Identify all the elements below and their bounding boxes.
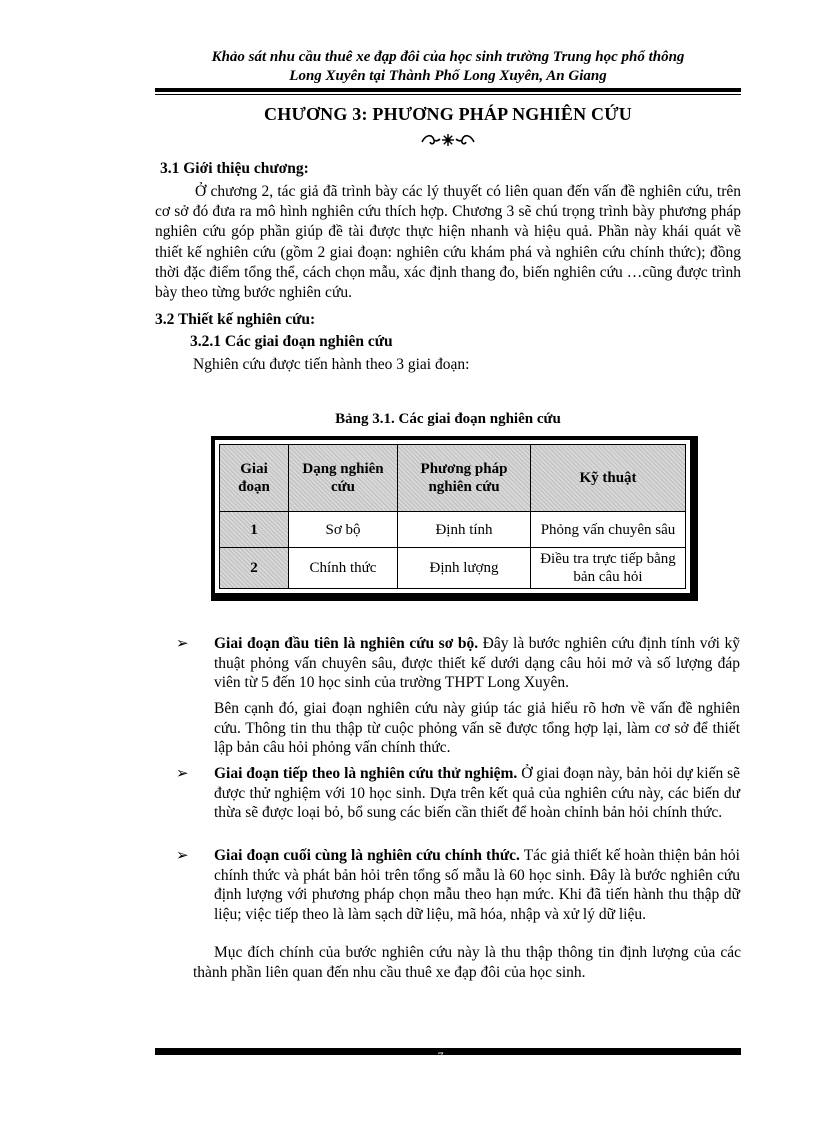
table-cell: Phỏng vấn chuyên sâu [531,512,686,548]
section-3-1-paragraph: Ở chương 2, tác giả đã trình bày các lý thuyết có liên quan đến vấn đề nghiên cứu, trên cơ sở đó đưa ra mô hình nghiên cứu thích hợp. Chương 3 sẽ chú trọng trình bày phương pháp nghiên cứu góp phần giúp đề tài được thực hiện nhanh và hiệu quả. Phần này khái quát về thiết kế nghiên cứu (gồm 2 giai đoạn: nghiên cứu khám phá và nghiên cứu chính thức); đồng thời đặc điểm tổng thể, cách chọn mẫu, xác định thang đo, biến nghiên cứu …cũng được trình bày theo từng bước nghiên cứu. [155,183,741,302]
section-3-1-heading: 3.1 Giới thiệu chương: [160,160,309,177]
bullet-item [214,634,740,693]
table-caption: Bảng 3.1. Các giai đoạn nghiên cứu [335,411,561,427]
table-cell: Chính thức [289,548,398,589]
table-cell: 1 [220,512,289,548]
table-header-row [220,445,686,512]
ornament-flourish-icon [418,130,478,150]
header-cell-method: Phương pháp nghiên cứu [398,445,531,512]
bullet-followup-paragraph: Bên cạnh đó, giai đoạn nghiên cứu này giúp tác giả hiểu rõ hơn về vấn đề nghiên cứu. Thông tin thu thập từ cuộc phỏng vấn sẽ được tổng hợp lại, làm cơ sở để thiết lập bản câu hỏi phỏng vấn chính thức. [214,700,740,756]
bullet-body: Tác giả thiết kế hoàn thiện bản hỏi chính thức và phát bản hỏi trên tổng số mẫu là 60 học sinh. Đây là bước nghiên cứu định lượng với phương pháp chọn mẫu theo hạn mức. Khi đã tiến hành thu thập dữ liệu; việc tiếp theo là làm sạch dữ liệu, mã hóa, nhập và xử lý dữ liệu. [214,847,740,923]
table-inner [215,440,690,593]
bullet-item [214,764,740,823]
section-3-2-intro: Nghiên cứu được tiến hành theo 3 giai đoạn: [193,356,470,373]
bullet-item [214,846,740,924]
table-cell: Định lượng [398,548,531,589]
header-cell-type: Dạng nghiên cứu [289,445,398,512]
table-row [220,548,686,589]
running-header-line-2: Long Xuyên tại Thành Phố Long Xuyên, An Giang [289,68,607,84]
section-3-2-1-heading: 3.2.1 Các giai đoạn nghiên cứu [190,333,393,350]
table-cell: Sơ bộ [289,512,398,548]
bullet-lead: Giai đoạn tiếp theo là nghiên cứu thử nghiệm. [214,765,518,782]
research-stages-table [219,444,686,589]
bullet-arrow-icon: ➢ [176,634,189,652]
page-number: 7 [437,1049,443,1063]
table-cell: Định tính [398,512,531,548]
chapter-title: CHƯƠNG 3: PHƯƠNG PHÁP NGHIÊN CỨU [264,104,632,124]
footer-rule [155,1048,741,1055]
closing-paragraph: Mục đích chính của bước nghiên cứu này là thu thập thông tin định lượng của các thành phần liên quan đến nhu cầu thuê xe đạp đôi của học sinh. [193,944,741,981]
running-header-line-1: Khảo sát nhu cầu thuê xe đạp đôi của học sinh trường Trung học phổ thông [211,49,685,65]
bullet-body: Ở giai đoạn này, bản hỏi dự kiến sẽ được thử nghiệm với 10 học sinh. Dựa trên kết quả của nghiên cứu này, các biến dư thừa sẽ được loại bỏ, bổ sung các biến cần thiết để hoàn chỉnh bản hỏi chính thức. [214,765,741,821]
bullet-lead: Giai đoạn cuối cùng là nghiên cứu chính thức. [214,847,520,864]
bullet-arrow-icon: ➢ [176,846,189,864]
header-rule-thin [155,94,741,95]
header-cell-technique: Kỹ thuật [531,445,686,512]
header-rule [155,88,741,92]
running-header [155,48,741,86]
table-cell: 2 [220,548,289,589]
bullet-lead: Giai đoạn đầu tiên là nghiên cứu sơ bộ. [214,635,479,652]
table-cell: Điều tra trực tiếp bằng bản câu hỏi [531,548,686,589]
section-3-2-heading: 3.2 Thiết kế nghiên cứu: [155,311,316,328]
table-frame [211,436,698,601]
header-cell-stage: Giai đoạn [220,445,289,512]
bullet-body: Đây là bước nghiên cứu định tính với kỹ thuật phỏng vấn chuyên sâu, được thiết kế dưới dạng câu hỏi mở và số lượng đáp viên từ 5 đến 10 học sinh của trường THPT Long Xuyên. [214,635,741,691]
bullet-arrow-icon: ➢ [176,764,189,782]
table-row [220,512,686,548]
